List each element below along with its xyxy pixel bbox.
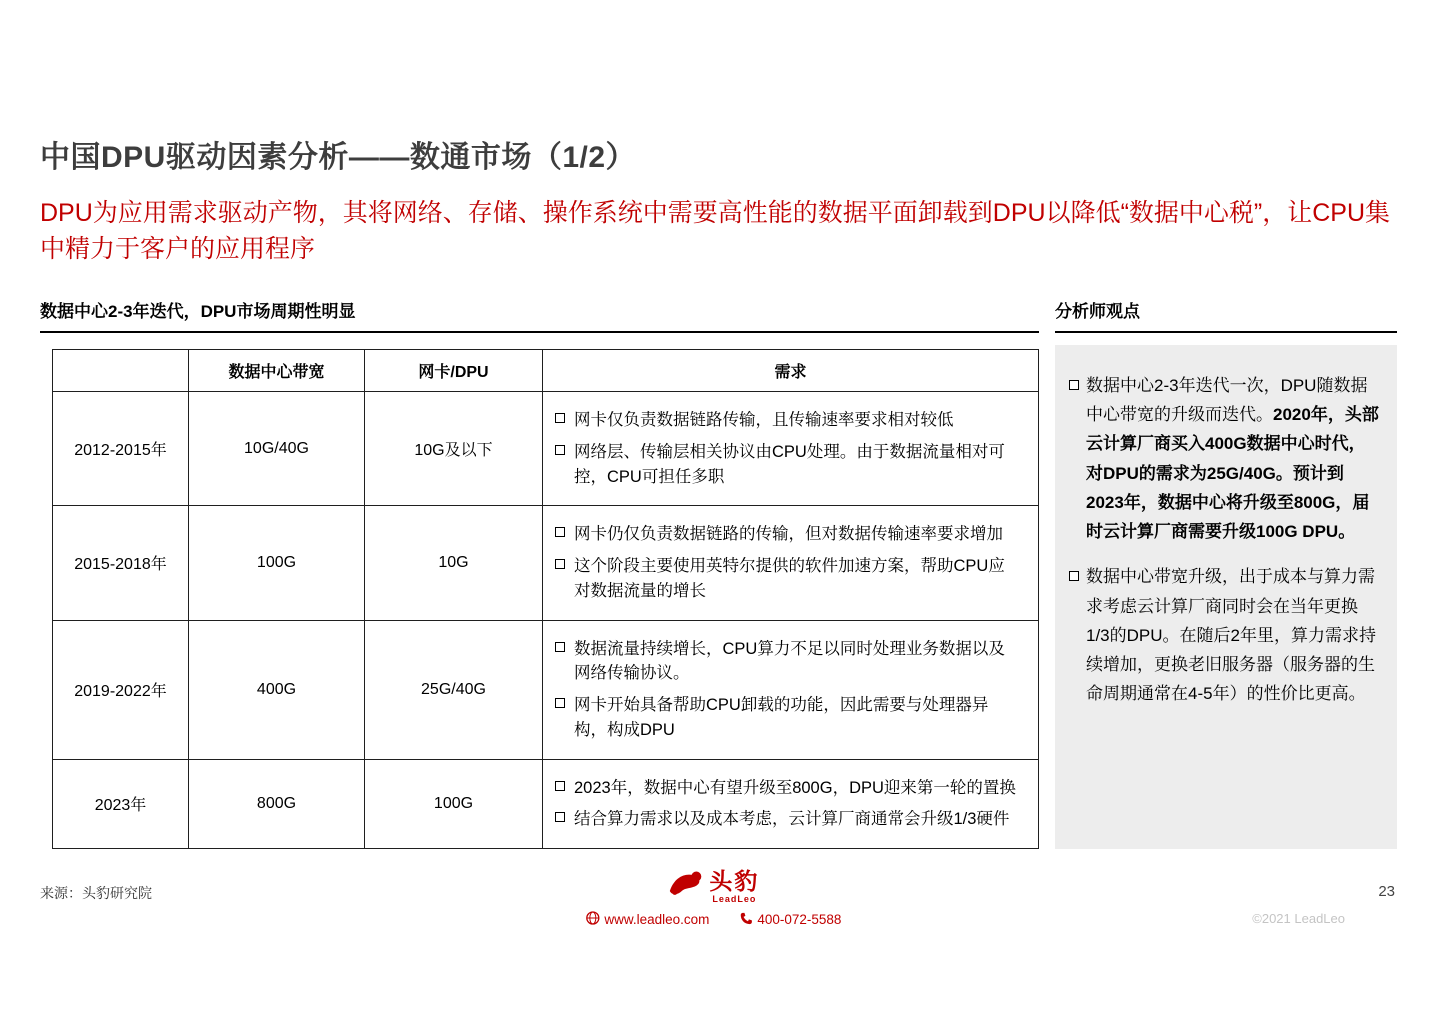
period-cell: 2012-2015年 bbox=[53, 392, 189, 506]
analyst-point-normal: 数据中心带宽升级，出于成本与算力需求考虑云计算厂商同时会在当年更换1/3的DPU。在随后2年里，算力需求持续增加，更换老旧服务器（服务器的生命周期通常在4-5年）的性价比更高。 bbox=[1086, 567, 1376, 704]
logo-row bbox=[585, 869, 841, 904]
logo-text bbox=[709, 867, 760, 904]
table-header-cell-demand: 需求 bbox=[543, 350, 1039, 392]
bullet-square-icon bbox=[1069, 571, 1079, 581]
datacenter-iteration-table bbox=[52, 349, 1039, 849]
table-header-row bbox=[53, 350, 1039, 392]
phone-icon bbox=[739, 912, 752, 928]
demand-item bbox=[555, 807, 1016, 832]
demand-text: 这个阶段主要使用英特尔提供的软件加速方案，帮助CPU应对数据流量的增长 bbox=[574, 557, 1005, 600]
phone-item bbox=[739, 912, 841, 928]
left-section bbox=[40, 297, 1039, 849]
phone-text: 400-072-5588 bbox=[757, 912, 842, 927]
period-cell: 2015-2018年 bbox=[53, 506, 189, 620]
demand-item bbox=[555, 554, 1016, 604]
content-area bbox=[40, 297, 1397, 849]
copyright: ©2021 LeadLeo bbox=[1252, 911, 1345, 926]
demand-item bbox=[555, 776, 1016, 801]
period-cell: 2019-2022年 bbox=[53, 620, 189, 759]
bullet-square-icon bbox=[555, 559, 565, 569]
bullet-square-icon bbox=[1069, 380, 1079, 390]
nic-cell: 25G/40G bbox=[365, 620, 543, 759]
logo-en: LeadLeo bbox=[712, 893, 757, 904]
page-title: 中国DPU驱动因素分析——数通市场（1/2） bbox=[40, 141, 637, 174]
demand-text: 2023年，数据中心有望升级至800G，DPU迎来第一轮的置换 bbox=[574, 778, 1016, 797]
table-row bbox=[53, 392, 1039, 506]
bullet-square-icon bbox=[555, 812, 565, 822]
page-number: 23 bbox=[1378, 883, 1395, 900]
bullet-square-icon bbox=[555, 445, 565, 455]
left-section-header bbox=[40, 297, 1039, 333]
analyst-point bbox=[1069, 562, 1381, 708]
demand-cell bbox=[543, 759, 1039, 849]
bandwidth-cell: 100G bbox=[189, 506, 365, 620]
analyst-section bbox=[1055, 297, 1397, 849]
globe-icon bbox=[585, 911, 599, 928]
table-row bbox=[53, 620, 1039, 759]
nic-cell: 10G及以下 bbox=[365, 392, 543, 506]
demand-item bbox=[555, 693, 1016, 743]
contact-row bbox=[585, 911, 841, 928]
table-row bbox=[53, 506, 1039, 620]
demand-cell bbox=[543, 620, 1039, 759]
leadleo-logo-icon bbox=[667, 869, 703, 904]
nic-cell: 100G bbox=[365, 759, 543, 849]
bullet-square-icon bbox=[555, 781, 565, 791]
table-header-cell-period bbox=[53, 350, 189, 392]
demand-text: 网卡仅负责数据链路传输，且传输速率要求相对较低 bbox=[574, 411, 954, 429]
website-item bbox=[585, 911, 709, 928]
analyst-point-text bbox=[1086, 562, 1381, 708]
table-header-cell-nic: 网卡/DPU bbox=[365, 350, 543, 392]
demand-item bbox=[555, 522, 1016, 547]
demand-text: 网络层、传输层相关协议由CPU处理。由于数据流量相对可控，CPU可担任多职 bbox=[574, 442, 1005, 486]
demand-item bbox=[555, 440, 1016, 490]
bandwidth-cell: 10G/40G bbox=[189, 392, 365, 506]
bullet-square-icon bbox=[555, 527, 565, 537]
website-text: www.leadleo.com bbox=[604, 912, 710, 927]
demand-cell bbox=[543, 506, 1039, 620]
bullet-square-icon bbox=[555, 698, 565, 708]
logo-cn: 头豹 bbox=[709, 867, 760, 894]
demand-item bbox=[555, 637, 1016, 687]
bandwidth-cell: 400G bbox=[189, 620, 365, 759]
left-section-header-label: 数据中心2-3年迭代，DPU市场周期性明显 bbox=[40, 302, 356, 321]
bandwidth-cell: 800G bbox=[189, 759, 365, 849]
analyst-section-header bbox=[1055, 297, 1397, 333]
analyst-point-bold: 2020年，头部云计算厂商买入400G数据中心时代，对DPU的需求为25G/40G。预计到2023年，数据中心将升级至800G，届时云计算厂商需要升级100G DPU。 bbox=[1086, 405, 1379, 542]
bullet-square-icon bbox=[555, 642, 565, 652]
analyst-point-text bbox=[1086, 371, 1381, 546]
demand-text: 结合算力需求以及成本考虑，云计算厂商通常会升级1/3硬件 bbox=[574, 810, 1010, 829]
period-cell: 2023年 bbox=[53, 759, 189, 849]
demand-text: 数据流量持续增长，CPU算力不足以同时处理业务数据以及网络传输协议。 bbox=[574, 639, 1005, 683]
demand-text: 网卡开始具备帮助CPU卸载的功能，因此需要与处理器异构，构成DPU bbox=[574, 696, 989, 739]
source-note: 来源：头豹研究院 bbox=[40, 885, 152, 901]
demand-text: 网卡仍仅负责数据链路的传输，但对数据传输速率要求增加 bbox=[574, 525, 1003, 544]
analyst-section-header-label: 分析师观点 bbox=[1055, 302, 1140, 321]
table-header-cell-bandwidth: 数据中心带宽 bbox=[189, 350, 365, 392]
footer bbox=[40, 869, 1397, 955]
analyst-panel bbox=[1055, 345, 1397, 849]
nic-cell: 10G bbox=[365, 506, 543, 620]
leadleo-logo bbox=[585, 869, 841, 928]
demand-cell bbox=[543, 392, 1039, 506]
analyst-point bbox=[1069, 371, 1381, 546]
page-subtitle: DPU为应用需求驱动产物，其将网络、存储、操作系统中需要高性能的数据平面卸载到DPU以降低“数据中心税”，让CPU集中精力于客户的应用程序 bbox=[40, 199, 1391, 263]
analyst-point-normal: 数据中心2-3年迭代一次，DPU随数据中心带宽的升级而迭代。 bbox=[1086, 376, 1368, 425]
table-row bbox=[53, 759, 1039, 849]
bullet-square-icon bbox=[555, 413, 565, 423]
demand-item bbox=[555, 408, 1016, 433]
